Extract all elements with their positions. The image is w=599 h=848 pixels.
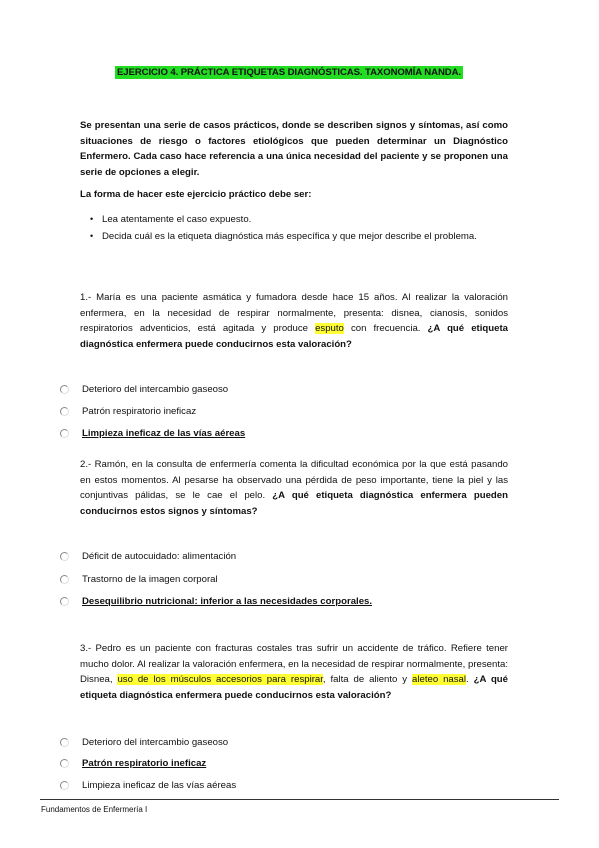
case-text: con frecuencia. — [343, 323, 428, 334]
question-2-text — [80, 457, 508, 519]
option-label: Déficit de autocuidado: alimentación — [82, 551, 237, 562]
highlighted-term: aleteo nasal — [412, 674, 467, 685]
q3-option-1[interactable] — [60, 736, 228, 750]
q2-option-3[interactable] — [60, 595, 372, 609]
q3-option-3[interactable] — [60, 779, 236, 793]
option-label: Limpieza ineficaz de las vías aéreas — [82, 780, 237, 791]
radio-icon[interactable] — [60, 597, 69, 606]
intro-paragraph: Se presentan una serie de casos prácticos, donde se describen signos y síntomas, así como situaciones de riesgo o factores etiológicos que pueden determinar un Diagnóstico Enfermero. Cada caso hace referencia a una única necesidad del paciente y se proponen una serie de opciones a elegir. — [80, 120, 508, 178]
option-label: Deterioro del intercambio gaseoso — [82, 384, 229, 395]
option-label: Limpieza ineficaz de las vías aéreas — [82, 428, 246, 439]
option-label: Deterioro del intercambio gaseoso — [82, 737, 229, 748]
instruction-text: Decida cuál es la etiqueta diagnóstica más específica y que mejor describe el problema. — [102, 231, 477, 242]
highlighted-term: uso de los músculos accesorios para respirar — [117, 674, 323, 685]
instruction-text: Lea atentamente el caso expuesto. — [102, 214, 252, 225]
highlighted-term: esputo — [315, 323, 344, 334]
case-text: 1.- María es una paciente asmática y fumadora desde hace 15 años. Al realizar la valoración enfermera, en la necesidad de respirar normalmente, presenta: disnea, cianosis, sonidos respiratorios adventicios, está agitada y produce — [80, 292, 508, 334]
instruction-item — [80, 211, 477, 228]
case-text: 2.- Ramón, en la consulta de enfermería comenta la dificultad económica por la que está pasando en estos momentos. Al pesarse ha observado una pérdida de peso importante, tiene la piel y las conjuntivas pálidas, se le cae el pelo. — [80, 459, 508, 501]
radio-icon[interactable] — [60, 429, 69, 438]
radio-icon[interactable] — [60, 385, 69, 394]
page-footer: Fundamentos de Enfermería I — [41, 805, 148, 814]
question-prompt: ¿A qué etiqueta diagnóstica enfermera puede conducirnos esta valoración? — [80, 674, 508, 701]
radio-icon[interactable] — [60, 575, 69, 584]
case-text: . — [466, 674, 474, 685]
question-prompt: ¿A qué etiqueta diagnóstica enfermera puede conducirnos esta valoración? — [80, 323, 508, 350]
q2-option-2[interactable] — [60, 573, 218, 587]
instruction-item — [80, 228, 477, 245]
radio-icon[interactable] — [60, 552, 69, 561]
radio-icon[interactable] — [60, 407, 69, 416]
question-1-text — [80, 290, 508, 352]
q1-option-3[interactable] — [60, 427, 245, 441]
exercise-title: EJERCICIO 4. PRÁCTICA ETIQUETAS DIAGNÓSTICAS. TAXONOMÍA NANDA. — [117, 67, 461, 78]
instructions-heading: La forma de hacer este ejercicio práctico debe ser: — [80, 189, 312, 200]
radio-icon[interactable] — [60, 781, 69, 790]
option-label: Trastorno de la imagen corporal — [82, 574, 218, 585]
q1-option-2[interactable] — [60, 405, 196, 419]
q3-option-2[interactable] — [60, 757, 206, 771]
radio-icon[interactable] — [60, 759, 69, 768]
option-label: Desequilibrio nutricional: inferior a las necesidades corporales. — [82, 596, 373, 607]
question-3-text — [80, 641, 508, 703]
bullet-icon: • — [90, 214, 94, 224]
footer-divider — [40, 799, 559, 800]
radio-icon[interactable] — [60, 738, 69, 747]
instructions-list — [80, 211, 477, 245]
option-label: Patrón respiratorio ineficaz — [82, 758, 207, 769]
q2-option-1[interactable] — [60, 550, 236, 564]
question-prompt: ¿A qué etiqueta diagnóstica enfermera pueden conducirnos estos signos y síntomas? — [80, 490, 508, 517]
option-label: Patrón respiratorio ineficaz — [82, 406, 197, 417]
case-text: , falta de aliento y — [322, 674, 413, 685]
case-text: 3.- Pedro es un paciente con fracturas costales tras sufrir un accidente de tráfico. Refiere tener mucho dolor. Al realizar la valoración enfermera, en la necesidad de respirar normalmente, presenta: Disnea, — [80, 643, 508, 685]
bullet-icon: • — [90, 231, 94, 241]
q1-option-1[interactable] — [60, 383, 228, 397]
